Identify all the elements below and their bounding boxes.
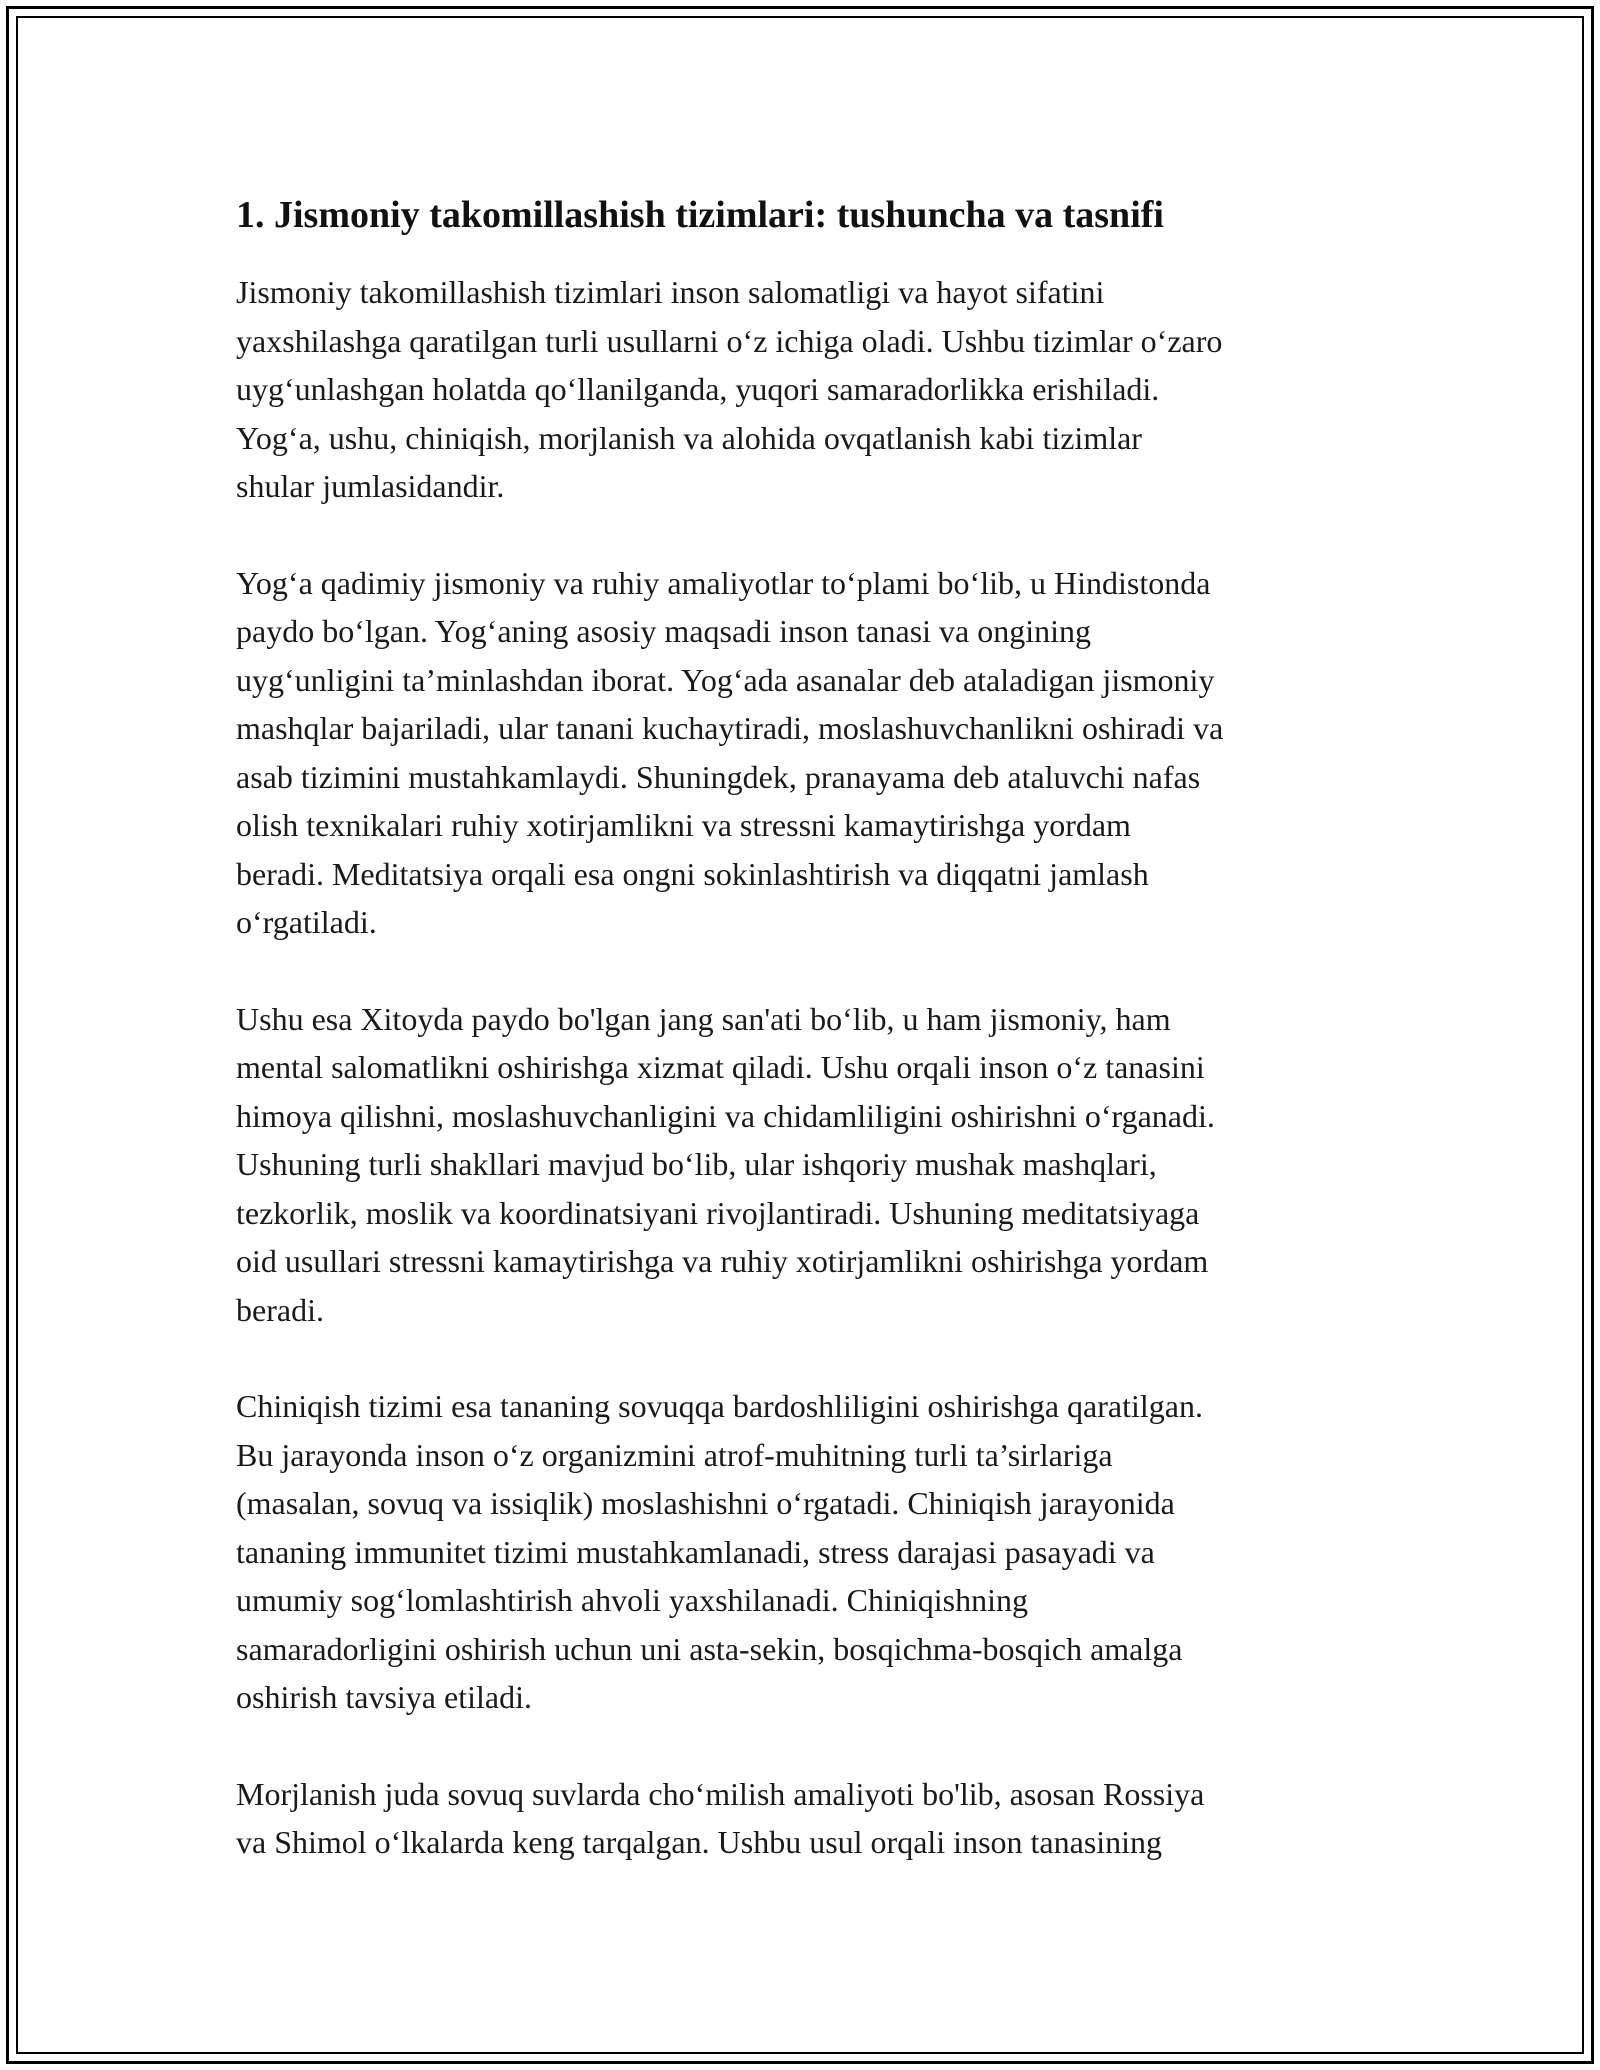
paragraph-yoga: Yog‘a qadimiy jismoniy va ruhiy amaliyotlar to‘plami bo‘lib, u Hindistonda paydo bo‘lgan. Yog‘aning asosiy maqsadi inson tanasi va ongining uyg‘unligini ta’minlashdan iborat. Yog‘ada asanalar deb ataladigan jismoniy mashqlar bajariladi, ular tanani kuchaytiradi, moslashuvchanlikni oshiradi va asab tizimini mustahkamlaydi. Shuningdek, pranayama deb ataluvchi nafas olish texnikalari ruhiy xotirjamlikni va stressni kamaytirishga yordam beradi. Meditatsiya orqali esa ongni sokinlashtirish va diqqatni jamlash o‘rgatiladi. [236,564,1224,940]
document-body [236,188,1376,1915]
paragraph-wushu: Ushu esa Xitoyda paydo bo'lgan jang san'ati bo‘lib, u ham jismoniy, ham mental salomatlikni oshirishga xizmat qiladi. Ushu orqali inson o‘z tanasini himoya qilishni, moslashuvchanligini va chidamliligini oshirishni o‘rganadi. Ushuning turli shakllari mavjud bo‘lib, ular ishqoriy mushak mashqlari, tezkorlik, moslik va koordinatsiyani rivojlantiradi. Ushuning meditatsiyaga oid usullari stressni kamaytirishga va ruhiy xotirjamlikni oshirishga yordam beradi. [236,1000,1215,1328]
section-heading: 1. Jismoniy takomillashish tizimlari: tushuncha va tasnifi [236,194,1164,236]
paragraph-winter-swimming: Morjlanish juda sovuq suvlarda cho‘milish amaliyoti bo'lib, asosan Rossiya va Shimol o‘lkalarda keng tarqalgan. Ushbu usul orqali inson tanasining [236,1775,1205,1860]
paragraph-intro: Jismoniy takomillashish tizimlari inson salomatligi va hayot sifatini yaxshilashga qaratilgan turli usullarni o‘z ichiga oladi. Ushbu tizimlar o‘zaro uyg‘unlashgan holatda qo‘llanilganda, yuqori samaradorlikka erishiladi. Yog‘a, ushu, chiniqish, morjlanish va alohida ovqatlanish kabi tizimlar shular jumlasidandir. [236,274,1223,504]
paragraph-hardening: Chiniqish tizimi esa tananing sovuqqa bardoshliligini oshirishga qaratilgan. Bu jarayonda inson o‘z organizmini atrof-muhitning turli ta’sirlariga (masalan, sovuq va issiqlik) moslashishni o‘rgatadi. Chiniqish jarayonida tananing immunitet tizimi mustahkamlanadi, stress darajasi pasayadi va umumiy sog‘lomlashtirish ahvoli yaxshilanadi. Chiniqishning samaradorligini oshirish uchun uni asta-sekin, bosqichma-bosqich amalga oshirish tavsiya etiladi. [236,1388,1203,1715]
